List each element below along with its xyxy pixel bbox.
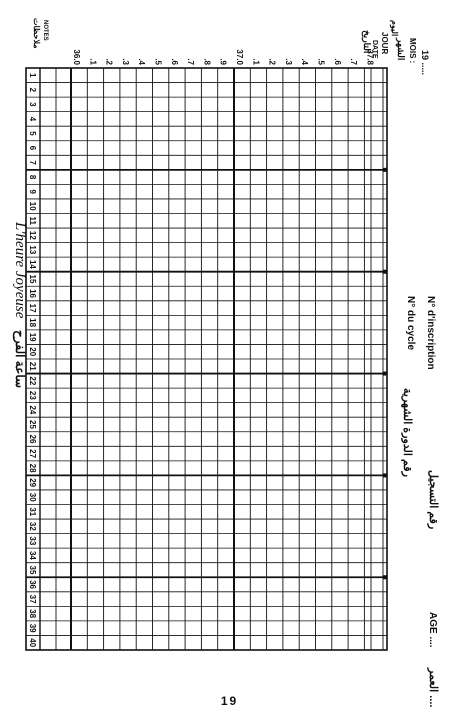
day-number: 35 (28, 565, 37, 575)
cycle-label-arabic: رقم الدورة الشهرية (401, 388, 413, 477)
day-number: 15 (28, 274, 37, 284)
day-number: 20 (28, 347, 37, 357)
day-number: 3 (28, 102, 37, 107)
inscription-label: N° d'inscription (425, 296, 436, 370)
day-number: 39 (28, 623, 37, 633)
day-number: 4 (28, 116, 37, 122)
day-number: 13 (28, 245, 37, 255)
temperature-tick-label: .4 (137, 58, 147, 65)
temperature-tick-label: .3 (283, 58, 293, 65)
day-number: 36 (28, 580, 37, 589)
day-number: 40 (28, 638, 37, 648)
chart-grid (26, 68, 387, 650)
day-label: JOUR (380, 32, 389, 55)
temperature-tick-label: .5 (316, 58, 326, 65)
brand-name-arabic: ساعة الفرح (13, 330, 27, 389)
day-number: 23 (28, 390, 37, 400)
week-marker (383, 473, 387, 477)
temperature-tick-label: .1 (251, 58, 261, 65)
age-label: AGE .... (427, 612, 438, 648)
day-number: 22 (28, 376, 37, 386)
temperature-tick-label: 37.0 (235, 49, 244, 65)
day-number: 11 (28, 216, 37, 226)
day-number: 30 (28, 492, 37, 502)
page-number: 19 (220, 694, 239, 708)
day-number: 2 (28, 87, 37, 93)
temperature-tick-label: .6 (169, 58, 179, 65)
day-number: 5 (28, 131, 37, 136)
day-number: 32 (28, 521, 37, 531)
day-number: 38 (28, 609, 37, 619)
month-label-arabic: الشهر (396, 38, 406, 61)
chart-labels (12, 18, 439, 707)
day-number: 19 (28, 332, 37, 342)
day-number: 14 (28, 259, 37, 269)
day-number: 25 (28, 420, 37, 429)
year-label: 19 ..... (420, 50, 430, 76)
day-number: 12 (28, 230, 37, 240)
temperature-tick-label: .7 (349, 58, 359, 65)
day-number: 10 (28, 201, 37, 211)
day-number: 6 (28, 145, 37, 151)
day-number: 26 (28, 434, 37, 444)
notes-label: NOTES (42, 20, 48, 41)
day-label-arabic: اليوم (390, 20, 399, 37)
temperature-tick-label: 36.0 (72, 49, 81, 65)
temperature-tick-label: .5 (153, 58, 163, 65)
week-marker (383, 168, 387, 172)
temperature-tick-label: 37.8 (365, 49, 375, 65)
day-number: 33 (28, 536, 37, 546)
date-label-arabic: التاريخ (362, 30, 372, 54)
temperature-tick-label: .3 (120, 58, 130, 65)
brand-name: L'heure Joyeuse (12, 222, 28, 319)
date-label: DATE (371, 40, 378, 59)
temperature-tick-label: .2 (267, 58, 277, 65)
day-number: 31 (28, 507, 37, 517)
temperature-tick-label: .1 (88, 58, 98, 65)
cycle-label: N° du cycle (405, 296, 416, 351)
temperature-tick-label: .8 (202, 58, 212, 65)
notes-label-arabic: ملاحظات (32, 18, 41, 49)
day-number: 18 (28, 318, 37, 328)
day-number: 29 (28, 478, 37, 488)
day-number: 37 (28, 594, 37, 604)
month-label: MOIS : (408, 38, 417, 64)
day-number: 7 (28, 160, 37, 165)
week-marker (383, 575, 387, 579)
week-marker (383, 372, 387, 376)
day-number: 1 (28, 73, 37, 78)
day-number: 34 (28, 550, 37, 560)
temperature-tick-label: .7 (186, 58, 196, 65)
inscription-label-arabic: رقم التسجيل (427, 470, 439, 530)
age-label-arabic: العمر .... (427, 668, 439, 708)
week-marker (383, 270, 387, 274)
day-number: 21 (28, 361, 37, 371)
temperature-tick-label: .2 (104, 58, 114, 65)
day-number: 16 (28, 289, 37, 298)
day-number: 17 (28, 303, 37, 313)
temperature-tick-label: .9 (218, 58, 228, 65)
day-number: 8 (28, 174, 37, 180)
day-number: 24 (28, 405, 37, 415)
temperature-tick-label: .4 (300, 58, 310, 65)
day-number: 28 (28, 463, 37, 473)
temperature-tick-label: .6 (332, 58, 342, 65)
day-number: 27 (28, 449, 37, 459)
day-number: 9 (28, 189, 37, 194)
